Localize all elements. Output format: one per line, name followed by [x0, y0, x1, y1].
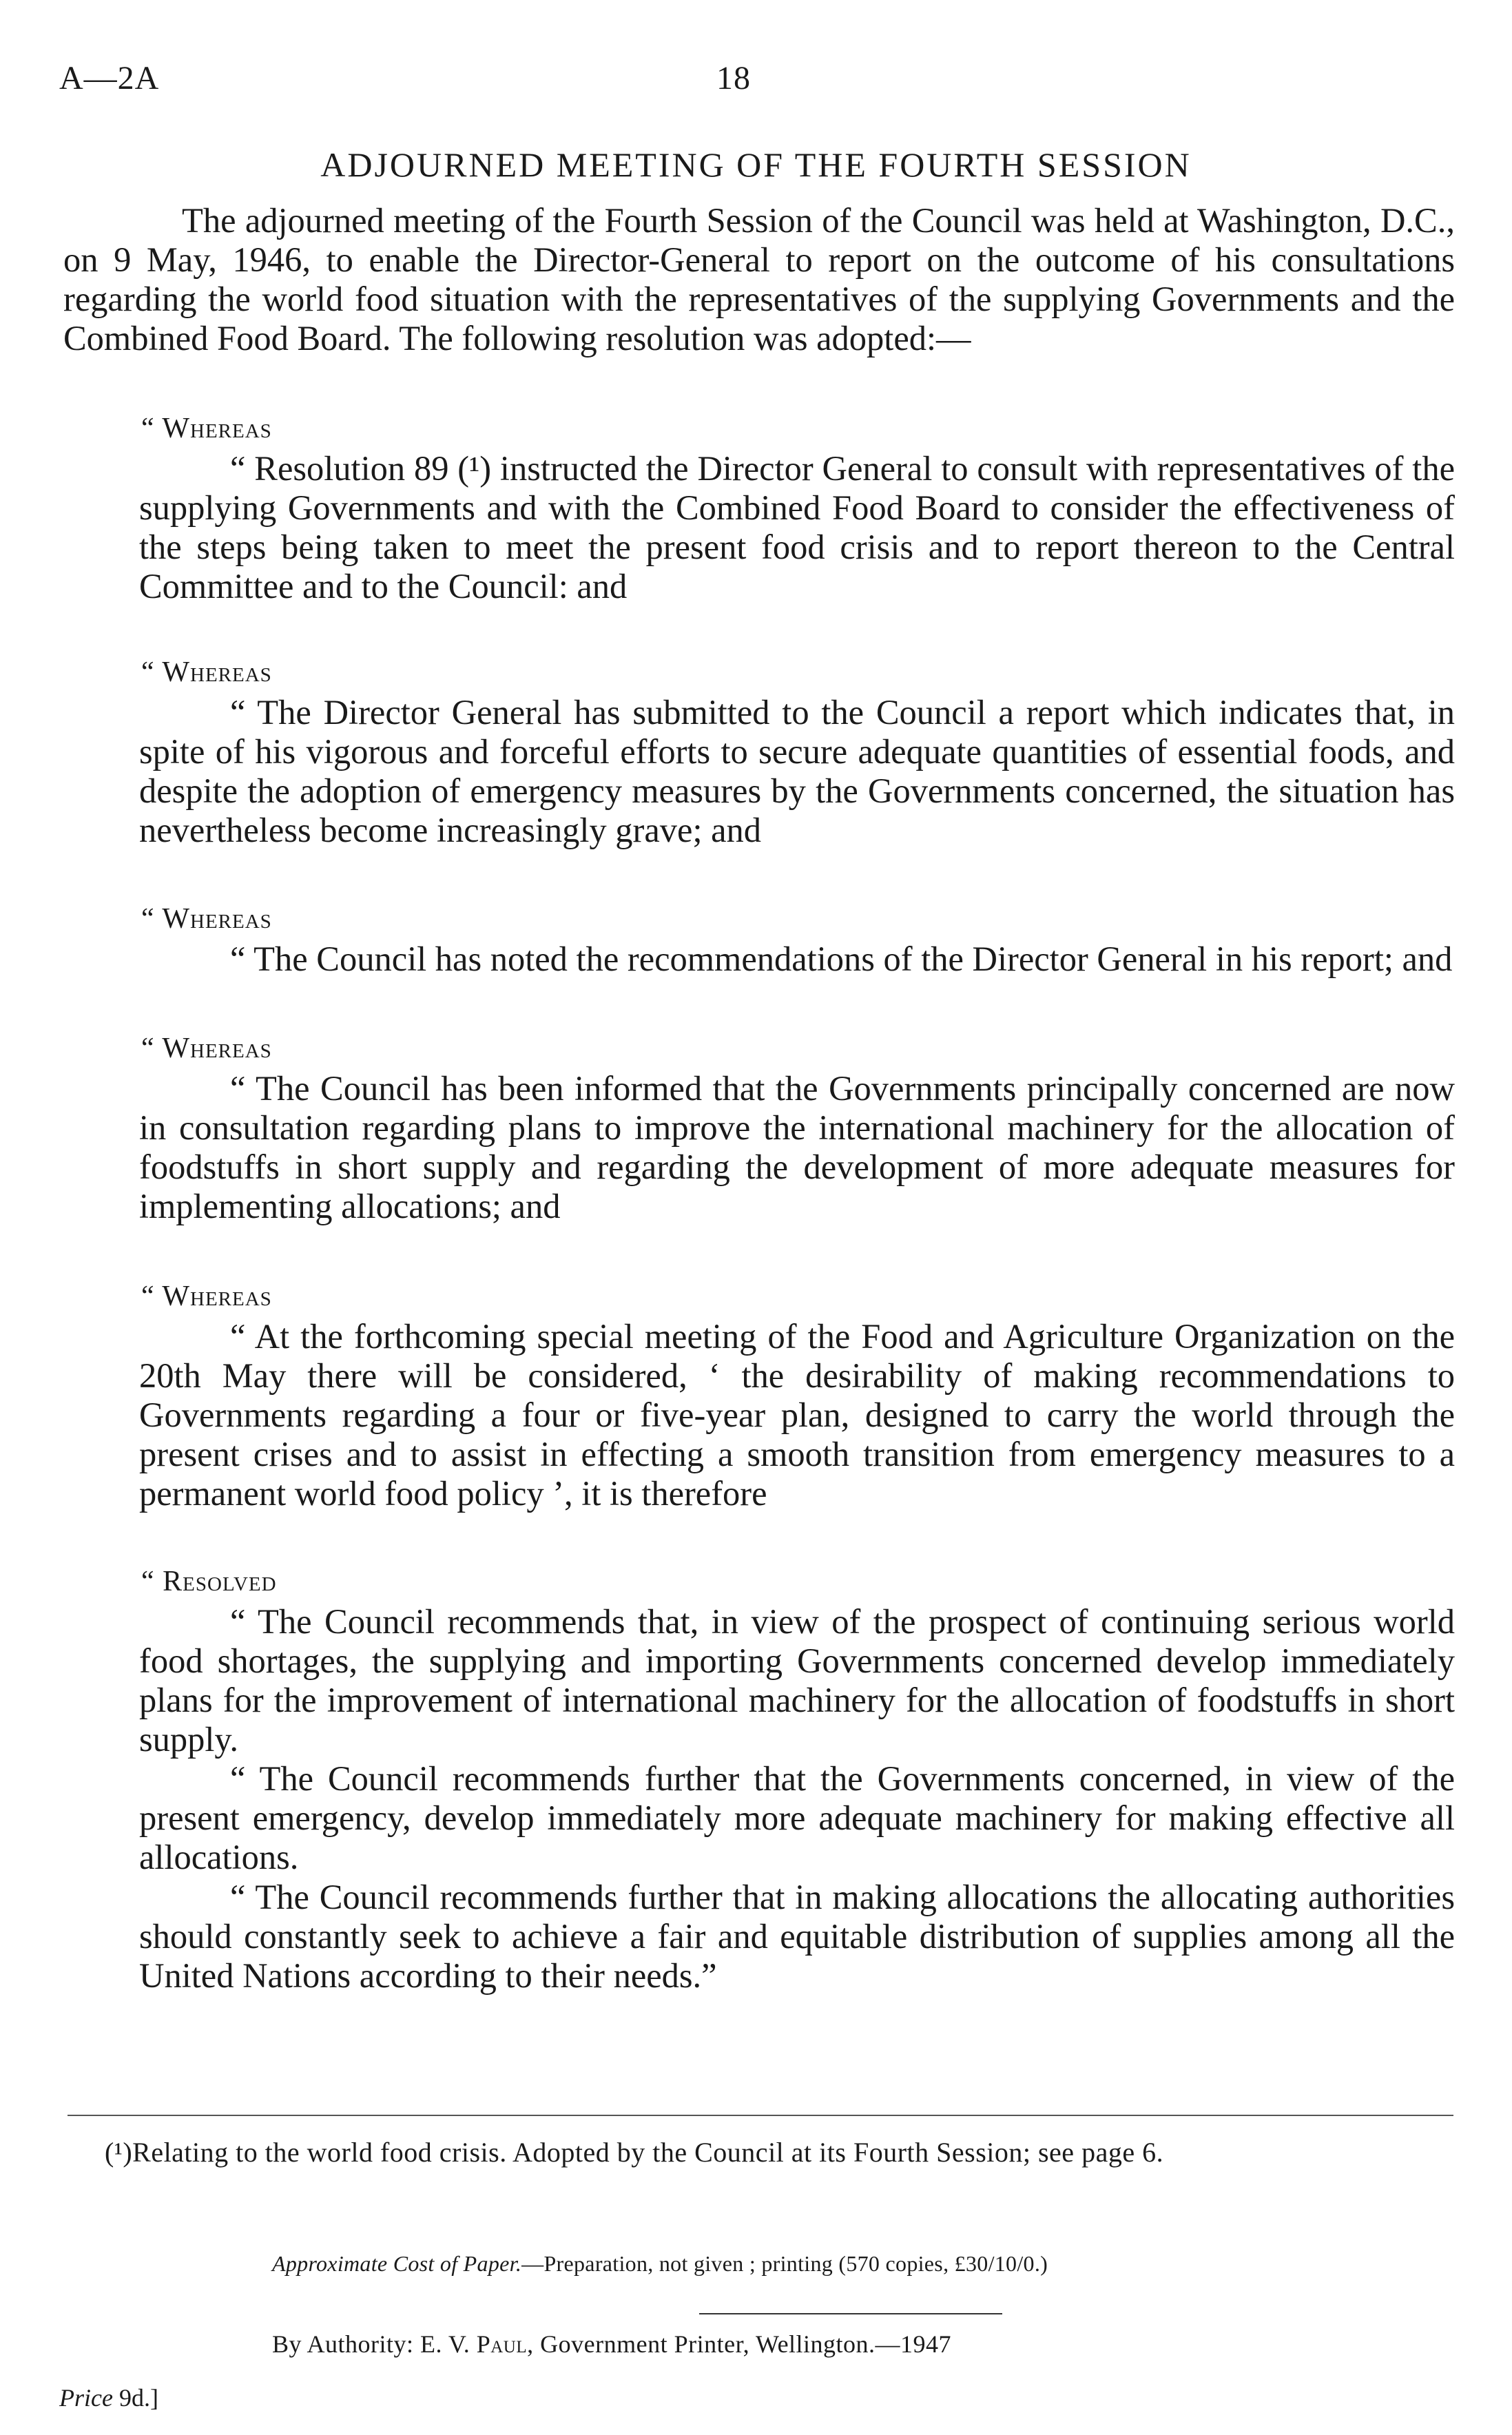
- whereas-clause-1: “ Resolution 89 (¹) instructed the Director General to consult with representatives of the supplying Governments and with the Combined Food Board to consider the effectiveness of the steps being taken to meet the present food crisis and to report thereon to the Central Committee and to the Council: and: [139, 449, 1455, 605]
- intro-paragraph: The adjourned meeting of the Fourth Session of the Council was held at Washington, D.C., on 9 May, 1946, to enable the Director-General to report on the outcome of his consultations regarding the world food situation with the representatives of the supplying Governments and the Combined Food Board. The following resolution was adopted:—: [63, 201, 1455, 358]
- whereas-keyword-2: “ Whereas: [141, 656, 272, 688]
- cost-label: Approximate Cost of Paper.: [272, 2251, 522, 2276]
- resolved-paragraph-1: “ The Council recommends that, in view of the prospect of continuing serious world food shortages, the supplying and importing Governments concerned develop immediately plans for the improvement of international machinery for the allocation of foodstuffs in short supply.: [139, 1602, 1455, 1759]
- resolved-paragraph-2: “ The Council recommends further that the Governments concerned, in view of the present emergency, develop immediately more adequate machinery for making effective all allocations.: [139, 1759, 1455, 1876]
- cost-text: —Preparation, not given ; printing (570 copies, £30/10/0.): [521, 2251, 1048, 2276]
- whereas-clause-2: “ The Director General has submitted to the Council a report which indicates that, in spite of his vigorous and forceful efforts to secure adequate quantities of essential foods, and despite the adoption of emergency measures by the Governments concerned, the situation has nevertheless become increasingly grave; and: [139, 693, 1455, 849]
- whereas-clause-4: “ The Council has been informed that the Governments principally concerned are now in consultation regarding plans to improve the international machinery for the allocation of foodstuffs in short supply and regarding the development of more adequate measures for implementing allocations; and: [139, 1069, 1455, 1225]
- whereas-clause-5: “ At the forthcoming special meeting of the Food and Agriculture Organization on the 20th May there will be considered, ‘ the desirability of making recommendations to Governments regarding a four or five-year plan, designed to carry the world through the present crises and to assist in effecting a smooth transition from emergency measures to a permanent world food policy ’, it is therefore: [139, 1317, 1455, 1513]
- whereas-keyword-1: “ Whereas: [141, 413, 272, 444]
- page-number: 18: [716, 60, 751, 96]
- whereas-keyword-5: “ Whereas: [141, 1281, 272, 1312]
- printer-imprint: [272, 2330, 951, 2359]
- cost-of-paper: [272, 2251, 1048, 2277]
- whereas-clause-3: “ The Council has noted the recommendations of the Director General in his report; and: [230, 940, 1453, 978]
- whereas-keyword-3: “ Whereas: [141, 903, 272, 935]
- price-value: 9d.]: [118, 2384, 158, 2412]
- authority-prefix: By Authority:: [272, 2330, 414, 2358]
- imprint-divider: [699, 2313, 1002, 2314]
- document-reference: A—2A: [59, 60, 160, 96]
- section-title: ADJOURNED MEETING OF THE FOURTH SESSION: [320, 145, 1192, 184]
- price-label: Price: [59, 2384, 113, 2412]
- printer-location: Government Printer, Wellington.—1947: [540, 2330, 952, 2358]
- printer-name: E. V. Paul,: [420, 2330, 534, 2358]
- resolved-keyword: “ Resolved: [141, 1566, 277, 1597]
- whereas-keyword-4: “ Whereas: [141, 1033, 272, 1064]
- footnote: (¹)Relating to the world food crisis. Adopted by the Council at its Fourth Session; see page 6.: [105, 2137, 1164, 2168]
- resolved-paragraph-3: “ The Council recommends further that in making allocations the allocating authorities should constantly seek to achieve a fair and equitable distribution of supplies among all the United Nations according to their needs.”: [139, 1878, 1455, 1995]
- footnote-divider: [68, 2115, 1453, 2116]
- price: [59, 2383, 158, 2412]
